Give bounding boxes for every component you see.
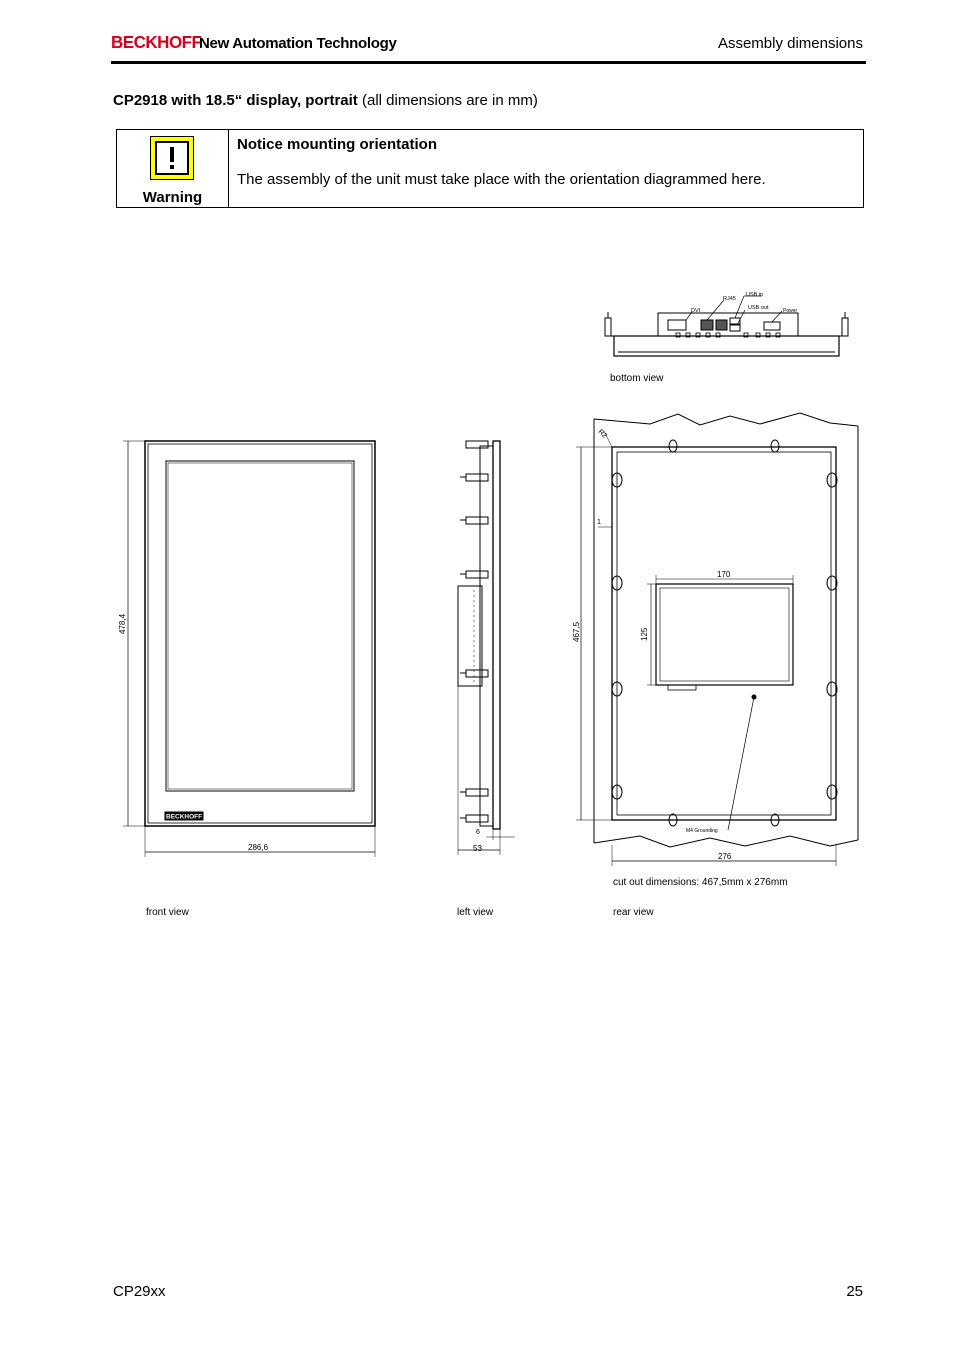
- port-label-dvi: DVI: [691, 308, 701, 314]
- warning-label: Warning: [142, 189, 203, 206]
- left-small-dim: 6: [476, 829, 480, 836]
- port-label-usb-in: USB in: [746, 292, 764, 298]
- caption-bottom-view: bottom view: [610, 373, 664, 384]
- brand-tagline: New Automation Technology: [199, 35, 397, 52]
- rear-radius-dim: R2: [596, 428, 608, 440]
- heading-bold: CP2918 with 18.5“ display, portrait: [113, 92, 358, 109]
- left-view: [458, 441, 515, 855]
- front-width-dim: 286,6: [248, 843, 269, 852]
- front-view: [123, 441, 375, 857]
- port-label-usb-out: USB out: [748, 305, 769, 311]
- caption-front-view: front view: [146, 907, 189, 918]
- front-brand-label: BECKHOFF: [166, 813, 203, 821]
- rear-width-dim: 276: [718, 852, 732, 861]
- rear-offset-dim: 1: [597, 519, 601, 526]
- rear-inner-width-dim: 170: [717, 570, 731, 579]
- notice-title: Notice mounting orientation: [237, 136, 437, 153]
- cutout-dimensions-label: cut out dimensions: 467,5mm x 276mm: [613, 877, 788, 888]
- caption-rear-view: rear view: [613, 907, 654, 918]
- rear-height-dim: 467,5: [572, 621, 581, 642]
- section-title: Assembly dimensions: [717, 35, 863, 52]
- notice-text: The assembly of the unit must take place with the orientation diagrammed here.: [237, 171, 766, 188]
- left-depth-dim: 53: [473, 844, 482, 853]
- rear-inner-height-dim: 125: [640, 627, 649, 641]
- rear-view: [576, 413, 858, 866]
- footer-page-number: 25: [846, 1283, 863, 1300]
- port-label-rj45: RJ45: [723, 296, 736, 302]
- front-height-dim: 478,4: [118, 613, 127, 634]
- caption-left-view: left view: [457, 907, 494, 918]
- bottom-view: [605, 296, 848, 356]
- port-label-power: Power: [783, 308, 798, 314]
- rear-grounding-label: M4 Grounding: [686, 828, 718, 834]
- footer-product: CP29xx: [113, 1283, 166, 1300]
- brand-logo: BECKHOFF: [111, 32, 202, 53]
- heading-normal: (all dimensions are in mm): [357, 92, 538, 109]
